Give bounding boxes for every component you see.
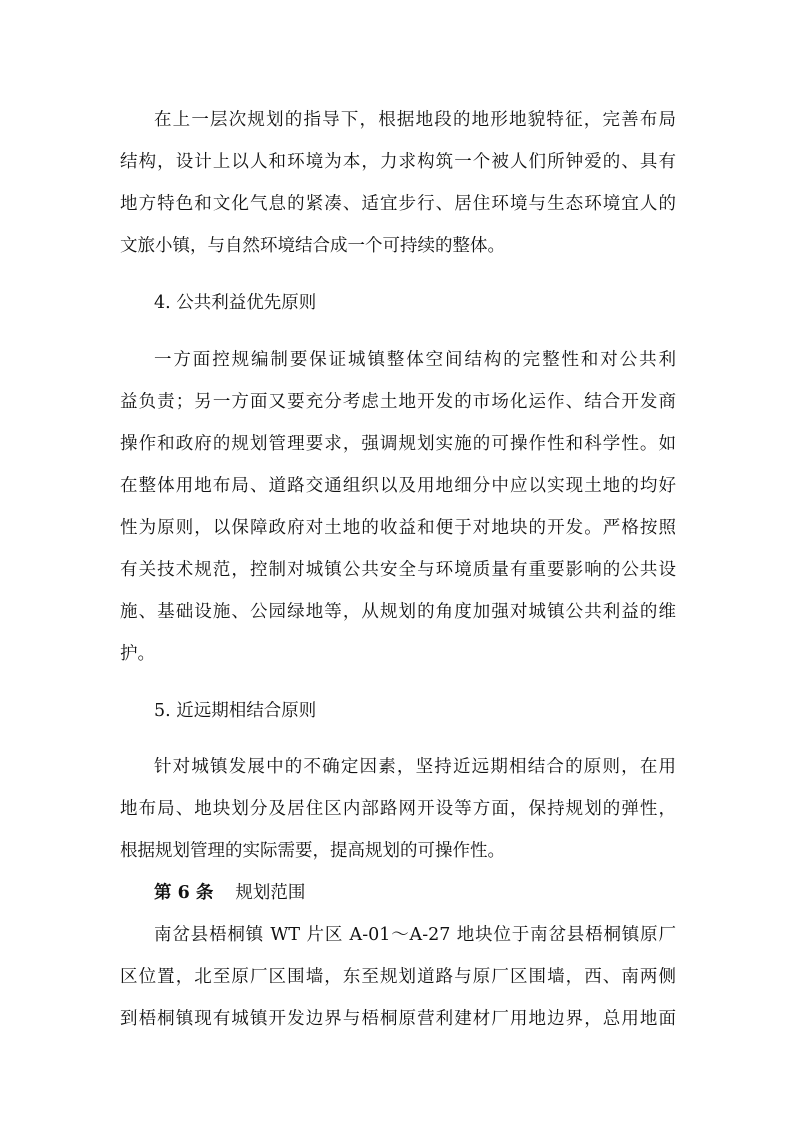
paragraph-line: 性为原则，以保障政府对土地的收益和便于对地块的开发。严格按照 [120,518,676,538]
article-title: 规划范围 [235,883,306,903]
paragraph-line: 施、基础设施、公园绿地等，从规划的角度加强对城镇公共利益的维 [120,602,676,622]
paragraph-line: 在上一层次规划的指导下，根据地段的地形地貌特征，完善布局 [154,110,676,130]
paragraph-line: 一方面控规编制要保证城镇整体空间结构的完整性和对公共利 [154,350,676,370]
paragraph-line: 操作和政府的规划管理要求，强调规划实施的可操作性和科学性。如 [120,434,676,454]
paragraph-line: 南岔县梧桐镇 WT 片区 A-01～A-27 地块位于南岔县梧桐镇原厂 [154,925,676,945]
paragraph-line: 地方特色和文化气息的紧凑、适宜步行、居住环境与生态环境宜人的 [120,194,676,214]
paragraph-line: 护。 [120,644,155,664]
paragraph-line: 到梧桐镇现有城镇开发边界与梧桐原营利建材厂用地边界，总用地面 [120,1009,676,1029]
paragraph-line: 区位置，北至原厂区围墙，东至规划道路与原厂区围墙，西、南两侧 [120,967,676,987]
paragraph-line: 根据规划管理的实际需要，提高规划的可操作性。 [120,841,505,861]
article-heading [154,881,305,905]
paragraph-line: 有关技术规范，控制对城镇公共安全与环境质量有重要影响的公共设 [120,560,676,580]
article-number: 第 6 条 [154,883,214,903]
paragraph-line: 结构，设计上以人和环境为本，力求构筑一个被人们所钟爱的、具有 [120,152,676,172]
paragraph-line: 文旅小镇，与自然环境结合成一个可持续的整体。 [120,236,505,256]
paragraph-line: 针对城镇发展中的不确定因素，坚持近远期相结合的原则，在用 [154,757,676,777]
paragraph-line: 地布局、地块划分及居住区内部路网开设等方面，保持规划的弹性， [120,799,676,819]
paragraph-line: 益负责；另一方面又要充分考虑土地开发的市场化运作、结合开发商 [120,392,676,412]
paragraph-line: 在整体用地布局、道路交通组织以及用地细分中应以实现土地的均好 [120,476,676,496]
section-heading: 5. 近远期相结合原则 [154,701,317,721]
section-heading: 4. 公共利益优先原则 [154,293,317,313]
